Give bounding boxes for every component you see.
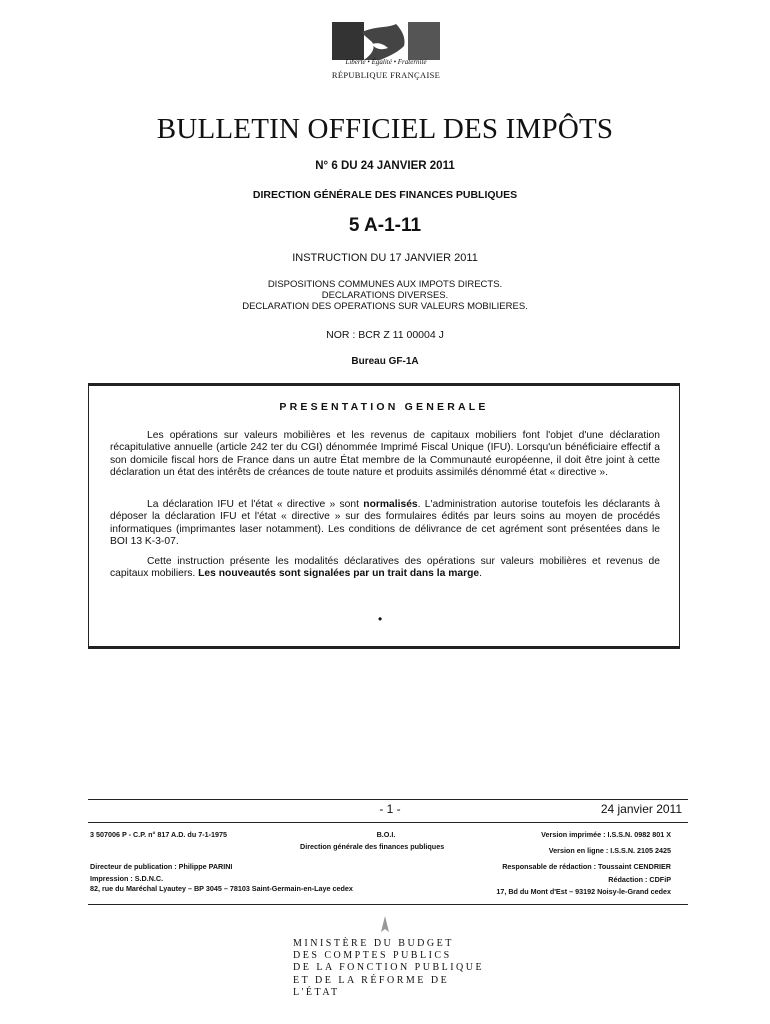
paragraph-emphasis: Les nouveautés sont signalées par un trait dans la marge (198, 568, 480, 580)
disposition-line: DECLARATIONS DIVERSES. (321, 290, 449, 301)
boi-label: B.O.I. (376, 830, 396, 839)
instruction-date: INSTRUCTION DU 17 JANVIER 2011 (292, 252, 478, 264)
presentation-paragraph-3 (110, 556, 660, 581)
paragraph-text: . L'administration autorise toutefois les déclarants à déposer la déclaration IFU et l'état « directive » sur des formulaires édités par leurs soins au moyen de procédés informatiques (imprimantes laser notamment). Les conditions de délivrance de cet agrément sont présentées dans le BOI 13 K-3-07. (110, 499, 660, 548)
paragraph-text: . (479, 568, 482, 580)
presentation-paragraph-2 (110, 499, 660, 549)
redaction-address: 17, Bd du Mont d'Est – 93192 Noisy-le-Grand cedex (496, 887, 671, 896)
disposition-line: DECLARATION DES OPERATIONS SUR VALEURS MOBILIERES. (242, 301, 528, 312)
ministry-line: DES COMPTES PUBLICS (293, 950, 452, 962)
page-title: BULLETIN OFFICIEL DES IMPÔTS (156, 113, 614, 145)
editor-in-charge: Responsable de rédaction : Toussaint CENDRIER (502, 862, 671, 871)
footer-rule (88, 799, 688, 800)
printing-label: Impression : S.D.N.C. (90, 874, 164, 883)
presentation-heading: PRESENTATION GENERALE (279, 401, 489, 413)
document-reference: 5 A-1-11 (348, 215, 422, 236)
marianne-emblem-icon (332, 22, 440, 60)
printing-address: 82, rue du Maréchal Lyautey – BP 3045 – 78103 Saint-Germain-en-Laye cedex (90, 884, 353, 893)
presentation-paragraph-1: Les opérations sur valeurs mobilières et les revenus de capitaux mobiliers font l'objet d'une déclaration récapitulative annuelle (article 242 ter du CGI) dénommée Imprimé Fiscal Unique (IFU). Lorsqu'un bénéficiaire effectif a son domicile fiscal hors de France dans un autre État membre de la Communauté européenne, il doit être joint à cette déclaration un état des intérêts de créances de toute nature et produits assimilés dénommé état « directive ». (110, 430, 660, 479)
printer-reference: 3 507006 P - C.P. n° 817 A.D. du 7-1-1975 (90, 830, 227, 839)
boi-subtitle: Direction générale des finances publiques (300, 842, 445, 851)
paragraph-text: Cette instruction présente les modalités déclaratives des opérations sur valeurs mobilières et revenus de capitaux mobiliers. (110, 556, 660, 580)
footer-rule (88, 904, 688, 905)
paragraph-emphasis: normalisés (363, 499, 418, 510)
disposition-line: DISPOSITIONS COMMUNES AUX IMPOTS DIRECTS. (267, 279, 503, 290)
footer-rule (88, 822, 688, 823)
issue-number: N° 6 DU 24 JANVIER 2011 (315, 160, 455, 172)
issn-print: Version imprimée : I.S.S.N. 0982 801 X (541, 830, 671, 839)
issn-online: Version en ligne : I.S.S.N. 2105 2425 (548, 846, 671, 855)
nor-reference: NOR : BCR Z 11 00004 J (326, 329, 444, 341)
bureau-name: Bureau GF-1A (351, 356, 419, 367)
ministry-line: MINISTÈRE DU BUDGET (293, 938, 454, 949)
ministry-line: DE LA FONCTION PUBLIQUE (293, 962, 485, 974)
publication-director: Directeur de publication : Philippe PARINI (90, 862, 233, 871)
paragraph-text: La déclaration IFU et l'état « directive » sont (147, 499, 364, 510)
dispositions (0, 279, 770, 312)
ministry-line: ET DE LA RÉFORME DE L'ÉTAT (293, 974, 450, 998)
ministry-emblem-icon (375, 914, 395, 934)
ministry-name (293, 938, 493, 999)
direction-name: DIRECTION GÉNÉRALE DES FINANCES PUBLIQUES (252, 189, 518, 201)
redaction-label: Rédaction : CDFiP (608, 875, 671, 884)
republic-name: RÉPUBLIQUE FRANÇAISE (331, 70, 441, 80)
publication-date: 24 janvier 2011 (600, 802, 682, 816)
republic-motto: Liberté • Égalité • Fraternité (345, 58, 427, 66)
bullet-mark: • (378, 612, 383, 626)
page-number: - 1 - (379, 802, 401, 816)
